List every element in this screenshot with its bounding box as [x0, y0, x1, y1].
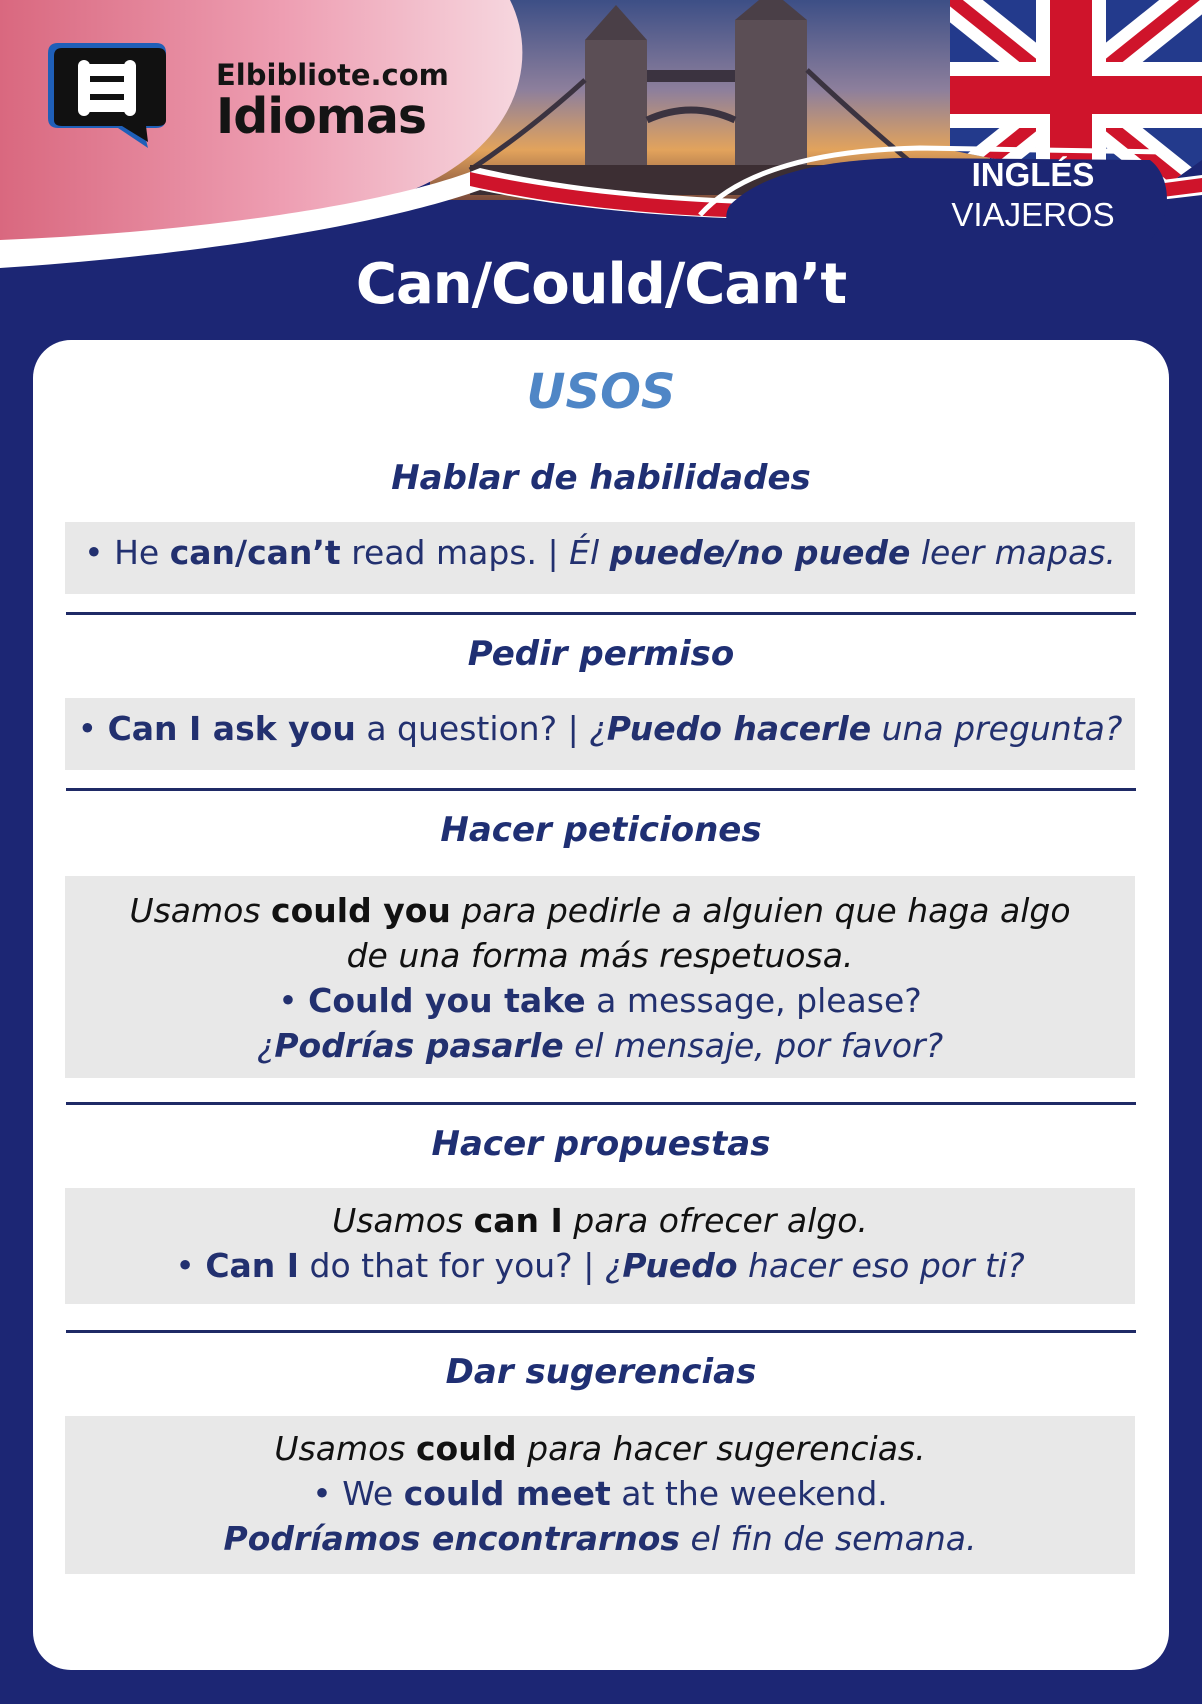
usage-note [65, 1198, 1135, 1243]
usage-note [65, 888, 1135, 933]
translation-text: el fin de semana. [680, 1519, 977, 1558]
example-line [65, 1243, 1135, 1288]
example-box-permiso [65, 698, 1135, 770]
translation-line [65, 1023, 1135, 1068]
note-text: Usamos [332, 1201, 474, 1240]
section-title-permiso: Pedir permiso [467, 634, 735, 674]
divider [66, 1102, 1136, 1105]
note-bold: could [415, 1429, 517, 1468]
translation-bold: Puedo hacerle [606, 709, 872, 748]
divider [66, 788, 1136, 791]
bullet: • [77, 709, 108, 748]
translation-text: una pregunta? [871, 709, 1123, 748]
note-text: Usamos [129, 891, 272, 930]
divider [66, 612, 1136, 615]
example-box-habilidades [65, 522, 1135, 594]
translation-text: ¿ [604, 1246, 623, 1285]
bullet: • [84, 533, 115, 572]
translation-text: ¿ [256, 1026, 275, 1065]
example-text: a question? [355, 709, 558, 748]
example-text: do that for you? [299, 1246, 573, 1285]
example-text: read maps. [340, 533, 537, 572]
note-bold: could you [271, 891, 451, 930]
translation-bold: Podrías pasarle [274, 1026, 564, 1065]
bullet: • [312, 1474, 343, 1513]
usage-note-cont: de una forma más respetuosa. [346, 936, 854, 975]
section-title-habilidades: Hablar de habilidades [391, 458, 811, 498]
logo-brand-text: Idiomas [216, 88, 427, 145]
translation-line [65, 1516, 1135, 1561]
speech-bubble-logo-icon [48, 38, 166, 148]
example-box-peticiones [65, 876, 1135, 1078]
translation-text: Él [569, 533, 610, 572]
divider [66, 1330, 1136, 1333]
translation-bold: Podríamos encontrarnos [223, 1519, 681, 1558]
example-line [65, 978, 1135, 1023]
example-text: a message, please? [585, 981, 922, 1020]
example-text: He [114, 533, 170, 572]
note-bold: can I [473, 1201, 563, 1240]
example-bold: can/can’t [169, 533, 341, 572]
example-bold: Can I ask you [107, 709, 356, 748]
translation-text: hacer eso por ti? [737, 1246, 1025, 1285]
example-line [65, 1471, 1135, 1516]
separator: | [572, 1246, 605, 1285]
note-text: para ofrecer algo. [562, 1201, 868, 1240]
usage-note [65, 1426, 1135, 1471]
bullet: • [278, 981, 309, 1020]
translation-text: ¿ [589, 709, 607, 748]
section-heading: USOS [526, 364, 676, 420]
header [0, 0, 1202, 270]
example-text: We [342, 1474, 404, 1513]
section-title-propuestas: Hacer propuestas [431, 1124, 771, 1164]
example-line [65, 706, 1135, 751]
example-line [65, 530, 1135, 575]
note-text: Usamos [274, 1429, 416, 1468]
translation-text: el mensaje, por favor? [563, 1026, 944, 1065]
translation-bold: Puedo [622, 1246, 738, 1285]
example-bold: could meet [403, 1474, 611, 1513]
example-bold: Can I [205, 1246, 300, 1285]
page-title: Can/Could/Can’t [355, 252, 847, 317]
example-box-propuestas [65, 1188, 1135, 1304]
badge-language: INGLÉS [971, 156, 1095, 193]
translation-text: leer mapas. [910, 533, 1116, 572]
badge-audience: VIAJEROS [951, 196, 1115, 233]
section-title-peticiones: Hacer peticiones [440, 810, 762, 850]
translation-bold: puede/no puede [609, 533, 911, 572]
logo-site-text: Elbibliote.com [216, 58, 449, 92]
section-title-sugerencias: Dar sugerencias [445, 1352, 757, 1392]
example-box-sugerencias [65, 1416, 1135, 1574]
content-card [33, 340, 1169, 1670]
bullet: • [175, 1246, 206, 1285]
example-bold: Could you take [308, 981, 586, 1020]
example-text: at the weekend. [610, 1474, 888, 1513]
note-text: para hacer sugerencias. [516, 1429, 926, 1468]
separator: | [537, 533, 570, 572]
separator: | [557, 709, 590, 748]
note-text: para pedirle a alguien que haga algo [450, 891, 1071, 930]
